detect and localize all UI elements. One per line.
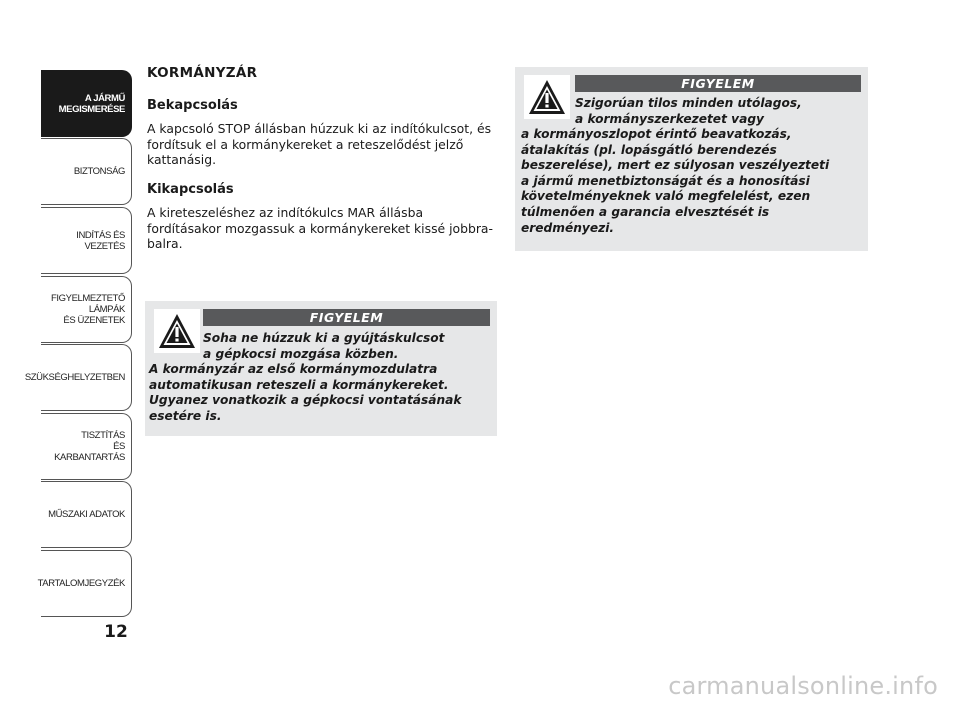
warning-label: FIGYELEM	[203, 309, 490, 326]
watermark: carmanualsonline.info	[668, 672, 938, 700]
main-content	[147, 66, 497, 266]
tab-tartalomjegyzek[interactable]: TARTALOMJEGYZÉK	[41, 550, 132, 617]
section-text-kikapcsolas: A kireteszeléshez az indítókulcs MAR állásba fordításakor mozgassuk a kormánykereket kissé jobbra-balra.	[147, 205, 493, 251]
warning-body-text: a kormányoszlopot érintő beavatkozás, átalakítás (pl. lopásgátló berendezés beszerelése), mert ez súlyosan veszélyezteti a jármű menetbiztonságát és a honosítási követelményeknek való megfelelést, ezen túlmenően a garancia elvesztését is eredményezi.	[521, 127, 830, 235]
warning-box-ignition-key	[145, 301, 497, 436]
section-heading-bekapcsolas: Bekapcsolás	[147, 97, 238, 113]
tab-tisztitas-es-karbantartas[interactable]: TISZTÍTÁS ÉS KARBANTARTÁS	[41, 413, 132, 480]
warning-triangle-icon	[524, 75, 570, 119]
warning-box-steering-modification	[515, 67, 868, 251]
tab-figyelmezteto-lampak[interactable]: FIGYELMEZTETŐ LÁMPÁK ÉS ÜZENETEK	[41, 276, 132, 343]
warning-body-text: A kormányzár az első kormánymozdulatra automatikusan reteszeli a kormánykereket. Ugyanez vonatkozik a gépkocsi vontatásának esetére is.	[149, 362, 462, 423]
tab-muszaki-adatok[interactable]: MŰSZAKI ADATOK	[41, 481, 132, 548]
tab-biztonsag[interactable]: BIZTONSÁG	[41, 138, 132, 205]
warning-lead-text: Soha ne húzzuk ki a gyújtáskulcsot a gépkocsi mozgása közben.	[203, 331, 445, 361]
tab-a-jarmu-megismerese[interactable]: A JÁRMŰ MEGISMERÉSE	[41, 70, 132, 137]
warning-lead-text: Szigorúan tilos minden utólagos, a kormányszerkezetet vagy	[575, 96, 802, 126]
warning-triangle-icon	[154, 309, 200, 353]
page-number: 12	[104, 622, 128, 642]
section-heading-kikapcsolas: Kikapcsolás	[147, 181, 234, 197]
tab-szukseghelyzetben[interactable]: SZÜKSÉGHELYZETBEN	[41, 344, 132, 411]
section-text-bekapcsolas: A kapcsoló STOP állásban húzzuk ki az indítókulcsot, és fordítsuk el a kormánykereket a reteszelődést jelző kattanásig.	[147, 121, 492, 167]
warning-label: FIGYELEM	[575, 75, 861, 92]
page-title: KORMÁNYZÁR	[147, 65, 258, 81]
tab-inditas-es-vezetes[interactable]: INDÍTÁS ÉS VEZETÉS	[41, 207, 132, 274]
chapter-tabs	[24, 70, 133, 618]
